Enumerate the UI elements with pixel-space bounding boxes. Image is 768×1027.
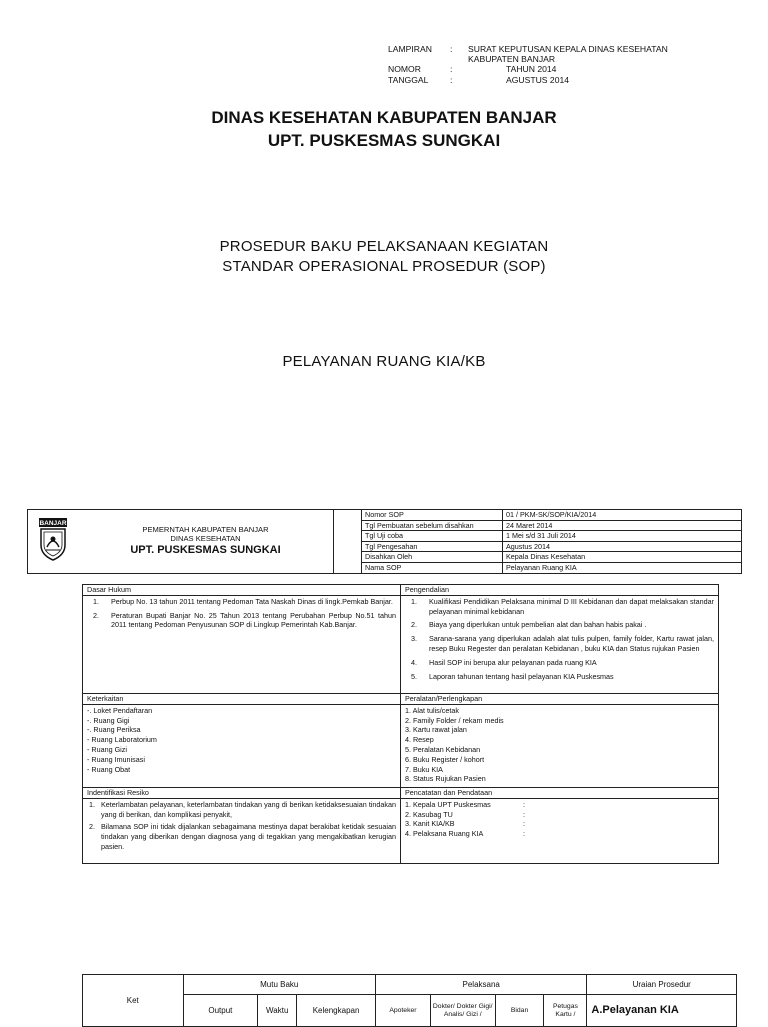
list-item: 2. Family Folder / rekam medis — [405, 715, 504, 725]
item-text: Perbup No. 13 tahun 2011 tentang Pedoman Tata Naskah Dinas di lingk.Pemkab Banjar. — [111, 596, 393, 606]
sop-info-row — [362, 531, 741, 542]
recording-list — [405, 800, 714, 839]
item-number: 4. — [411, 657, 417, 667]
list-item: 4. Resep — [405, 735, 434, 745]
recording-row — [405, 810, 714, 820]
list-item — [87, 597, 396, 607]
recording-colon: : — [523, 819, 525, 829]
sop-info-row — [362, 510, 741, 520]
item-number: 2. — [411, 620, 417, 630]
attachment-label — [388, 54, 450, 64]
item-text: Biaya yang diperlukan untuk pembelian alat dan bahan habis pakai . — [429, 620, 647, 630]
card-officer-header: Petugas Kartu / — [544, 995, 587, 1027]
list-item: - Ruang Obat — [87, 764, 131, 774]
item-text: Laporan tahunan tentang hasil pelayanan KIA Puskesmas — [429, 671, 614, 681]
list-item: 7. Buku KIA — [405, 764, 443, 774]
attachment-colon: : — [450, 74, 453, 85]
list-item — [87, 800, 396, 820]
spacer-cell — [334, 510, 362, 574]
recording-cell — [401, 788, 719, 864]
doctor-header: Dokter/ Dokter Gigi/ Analis/ Gizi / — [430, 995, 495, 1027]
legal-basis-cell — [83, 585, 401, 694]
list-item — [405, 672, 714, 682]
output-header: Output — [183, 995, 258, 1027]
recording-row — [405, 819, 714, 829]
midwife-header: Bidan — [495, 995, 544, 1027]
sop-info-value: 01 / PKM-SK/SOP/KIA/2014 — [503, 510, 742, 520]
linkage-list — [87, 706, 396, 775]
attachment-label: LAMPIRAN — [388, 44, 432, 54]
item-number: 1. — [93, 596, 99, 606]
item-number: 5. — [411, 671, 417, 681]
sop-info-value: 24 Maret 2014 — [503, 520, 742, 531]
requirements-heading: Pengendalian — [401, 585, 718, 596]
list-item: 5. Peralatan Kebidanan — [405, 744, 481, 754]
recording-label: 1. Kepala UPT Puskesmas — [405, 799, 491, 809]
sop-info-key: Tgl Uji coba — [362, 531, 503, 542]
list-item: - Ruang Imunisasi — [87, 754, 145, 764]
list-item: -. Loket Pendaftaran — [87, 705, 153, 715]
sop-info-row — [362, 552, 741, 563]
risk-heading: Indentifikasi Resiko — [83, 788, 400, 799]
linkage-cell — [83, 694, 401, 788]
sop-info-value: Agustus 2014 — [503, 541, 742, 552]
equipment-list — [405, 706, 714, 784]
procedure-name: A.Pelayanan KIA — [587, 995, 737, 1027]
sop-detail-table — [82, 584, 719, 864]
sop-info-key: Nomor SOP — [362, 510, 503, 520]
sop-title: STANDAR OPERASIONAL PROSEDUR (SOP) — [222, 258, 546, 275]
attachment-colon — [450, 54, 468, 64]
sop-info-cell — [362, 510, 742, 574]
risk-cell — [83, 788, 401, 864]
list-item: -. Ruang Periksa — [87, 725, 141, 735]
attachment-row — [388, 44, 668, 54]
list-item — [405, 634, 714, 654]
executor-header: Pelaksana — [376, 975, 587, 995]
recording-row — [405, 800, 714, 810]
attachment-label: NOMOR — [388, 64, 421, 75]
attachment-value: AGUSTUS 2014 — [506, 74, 570, 85]
recording-colon: : — [523, 829, 525, 839]
list-item — [405, 658, 714, 668]
sop-info-row — [362, 520, 741, 531]
time-header: Waktu — [258, 995, 297, 1027]
sop-info-key: Tgl Pembuatan sebelum disahkan — [362, 520, 503, 531]
item-number: 2. — [93, 610, 99, 620]
recording-colon: : — [523, 799, 525, 809]
requirements-cell — [401, 585, 719, 694]
sop-info-table — [362, 510, 741, 573]
service-title: PELAYANAN RUANG KIA/KB — [282, 353, 486, 370]
recording-label: 4. Pelaksana Ruang KIA — [405, 829, 484, 839]
list-item: - Ruang Gizi — [87, 744, 127, 754]
sop-info-row — [362, 562, 741, 572]
attachment-colon: : — [450, 44, 453, 54]
list-item — [87, 822, 396, 851]
list-item — [405, 597, 714, 617]
recording-row — [405, 829, 714, 839]
attachment-label: TANGGAL — [388, 74, 429, 85]
attachment-row — [388, 75, 668, 85]
organization-cell — [78, 510, 334, 574]
attachment-value: SURAT KEPUTUSAN KEPALA DINAS KESEHATAN — [468, 44, 668, 54]
list-item: 8. Status Rujukan Pasien — [405, 774, 486, 784]
procedure-table — [82, 974, 737, 1027]
item-number: 2. — [89, 822, 95, 832]
ket-header: Ket — [83, 975, 184, 1027]
equipment-heading: Peralatan/Perlengkapan — [401, 694, 718, 705]
logo-cell — [28, 510, 79, 574]
item-number: 1. — [411, 596, 417, 606]
legal-basis-heading: Dasar Hukum — [83, 585, 400, 596]
requirements-list — [405, 597, 714, 682]
list-item — [405, 620, 714, 630]
sop-info-key: Disahkan Oleh — [362, 552, 503, 563]
item-text: Hasil SOP ini berupa alur pelayanan pada ruang KIA — [429, 657, 597, 667]
attachment-colon: : — [450, 64, 453, 75]
item-text: Keterlambatan pelayanan, keterlambatan tindakan yang di berikan ketidaksesuaian tindakan yang di berikan, dan komplikasi penyakit, — [101, 799, 396, 819]
recording-label: 3. Kanit KIA/KB — [405, 819, 455, 829]
list-item: -. Ruang Gigi — [87, 715, 130, 725]
org-government: PEMERNTAH KABUPATEN BANJAR — [142, 525, 269, 534]
org-unit: UPT. PUSKESMAS SUNGKAI — [130, 544, 281, 556]
item-text: Kualifikasi Pendidikan Pelaksana minimal D III Kebidanan dan dapat melaksakan standar pelayanan minimal kebidanan — [429, 596, 714, 616]
org-department: DINAS KESEHATAN — [170, 534, 241, 543]
list-item — [87, 611, 396, 631]
sop-info-value: Kepala Dinas Kesehatan — [503, 552, 742, 563]
banjar-emblem-icon — [38, 517, 68, 561]
completeness-header: Kelengkapan — [297, 995, 376, 1027]
attachment-row — [388, 64, 668, 74]
unit-title: UPT. PUSKESMAS SUNGKAI — [267, 131, 501, 150]
office-title: DINAS KESEHATAN KABUPATEN BANJAR — [211, 108, 557, 127]
sop-info-key: Tgl Pengesahan — [362, 541, 503, 552]
legal-basis-list — [87, 597, 396, 630]
emblem-label: BANJAR — [39, 520, 67, 527]
list-item: 6. Buku Register / kohort — [405, 754, 485, 764]
item-text: Peraturan Bupati Banjar No. 25 Tahun 2013 tentang Perubahan Perbup No.51 tahun 2011 tentang Pedoman Penyusunan SOP di Lingkup Pemerintah Kab.Banjar. — [111, 610, 396, 630]
item-text: Sarana-sarana yang diperlukan adalah alat tulis pulpen, family folder, Kartu rawat jalan, resep Buku Regester dan peralatan Kebidanan , buku KIA dan Status rujukan Pasien — [429, 634, 714, 653]
item-number: 3. — [411, 634, 417, 644]
recording-colon: : — [523, 809, 525, 819]
procedure-title: PROSEDUR BAKU PELAKSANAAN KEGIATAN — [219, 238, 549, 255]
sop-header-table — [27, 509, 742, 574]
attachment-block — [388, 44, 668, 85]
item-text: Bilamana SOP ini tidak dijalankan sebagaimana mestinya dapat berakibat ketidak sesuaian tindakan yang diberikan dengan diagnosa yang di tegakkan yang mengakibatkan kerugian pasien. — [101, 822, 396, 851]
equipment-cell — [401, 694, 719, 788]
list-item: 1. Alat tulis/cetak — [405, 705, 459, 715]
risk-list — [87, 800, 396, 852]
attachment-value: KABUPATEN BANJAR — [468, 54, 556, 65]
sop-info-key: Nama SOP — [362, 562, 503, 572]
recording-heading: Pencatatan dan Pendataan — [401, 788, 718, 799]
item-number: 1. — [89, 799, 95, 809]
linkage-heading: Keterkaitan — [83, 694, 400, 705]
sop-info-row — [362, 541, 741, 552]
quality-standard-header: Mutu Baku — [183, 975, 375, 995]
sop-info-value: 1 Mei s/d 31 Juli 2014 — [503, 531, 742, 542]
recording-label: 2. Kasubag TU — [405, 809, 453, 819]
sop-info-value: Pelayanan Ruang KIA — [506, 562, 577, 572]
attachment-row — [388, 54, 668, 64]
list-item: - Ruang Laboratorium — [87, 735, 157, 745]
pharmacist-header: Apoteker — [376, 995, 431, 1027]
attachment-value: TAHUN 2014 — [506, 64, 557, 75]
list-item: 3. Kartu rawat jalan — [405, 725, 467, 735]
procedure-description-header: Uraian Prosedur — [587, 975, 737, 995]
